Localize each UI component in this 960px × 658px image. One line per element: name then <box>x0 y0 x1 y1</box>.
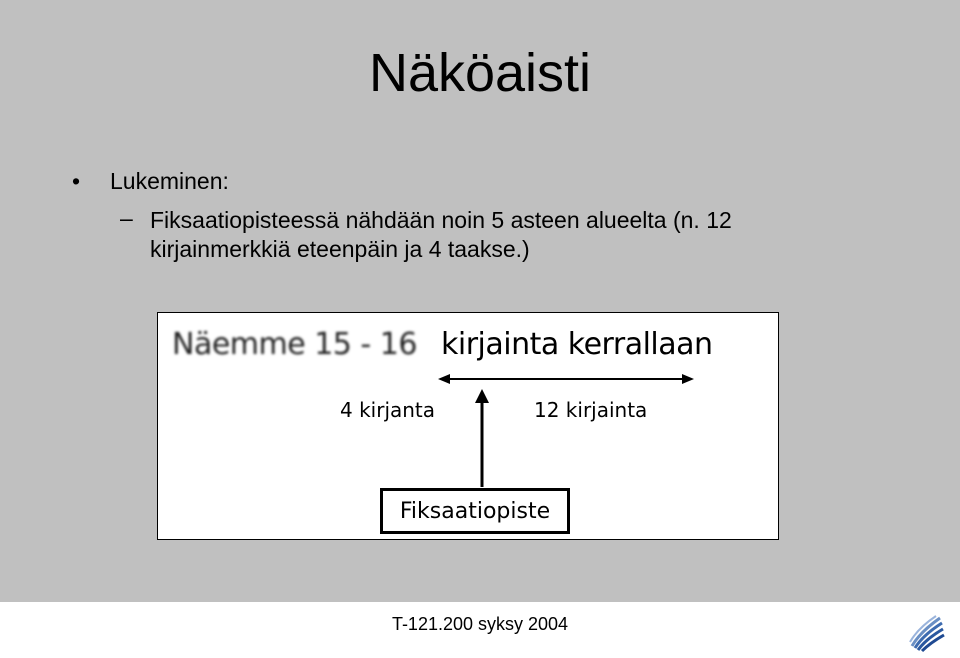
left-span-label: 4 kirjanta <box>340 398 436 422</box>
fixation-point-label: Fiksaatiopiste <box>399 498 551 524</box>
right-span-label: 12 kirjainta <box>534 398 648 422</box>
figure-heading-clear: kirjainta kerrallaan <box>441 327 713 362</box>
sub-bullet-text: Fiksaatiopisteessä nähdään noin 5 asteen alueelta (n. 12 kirjainmerkkiä eteenpäin ja 4 taakse.) <box>150 207 732 262</box>
footer-text: T-121.200 syksy 2004 <box>391 614 569 634</box>
fixation-point-box <box>380 488 570 534</box>
reading-span-figure <box>157 312 779 540</box>
figure-heading-blurred: Näemme 15 - 16 <box>172 327 417 362</box>
bullet-dot-icon: • <box>72 168 81 194</box>
left-arrowhead-icon <box>438 374 450 384</box>
university-logo-icon <box>906 612 946 654</box>
slide-title: Näköaisti <box>368 43 592 103</box>
right-arrowhead-icon <box>682 374 694 384</box>
bullet-text: Lukeminen: <box>110 168 229 194</box>
up-arrowhead-icon <box>475 389 489 403</box>
dash-icon: – <box>120 205 133 231</box>
